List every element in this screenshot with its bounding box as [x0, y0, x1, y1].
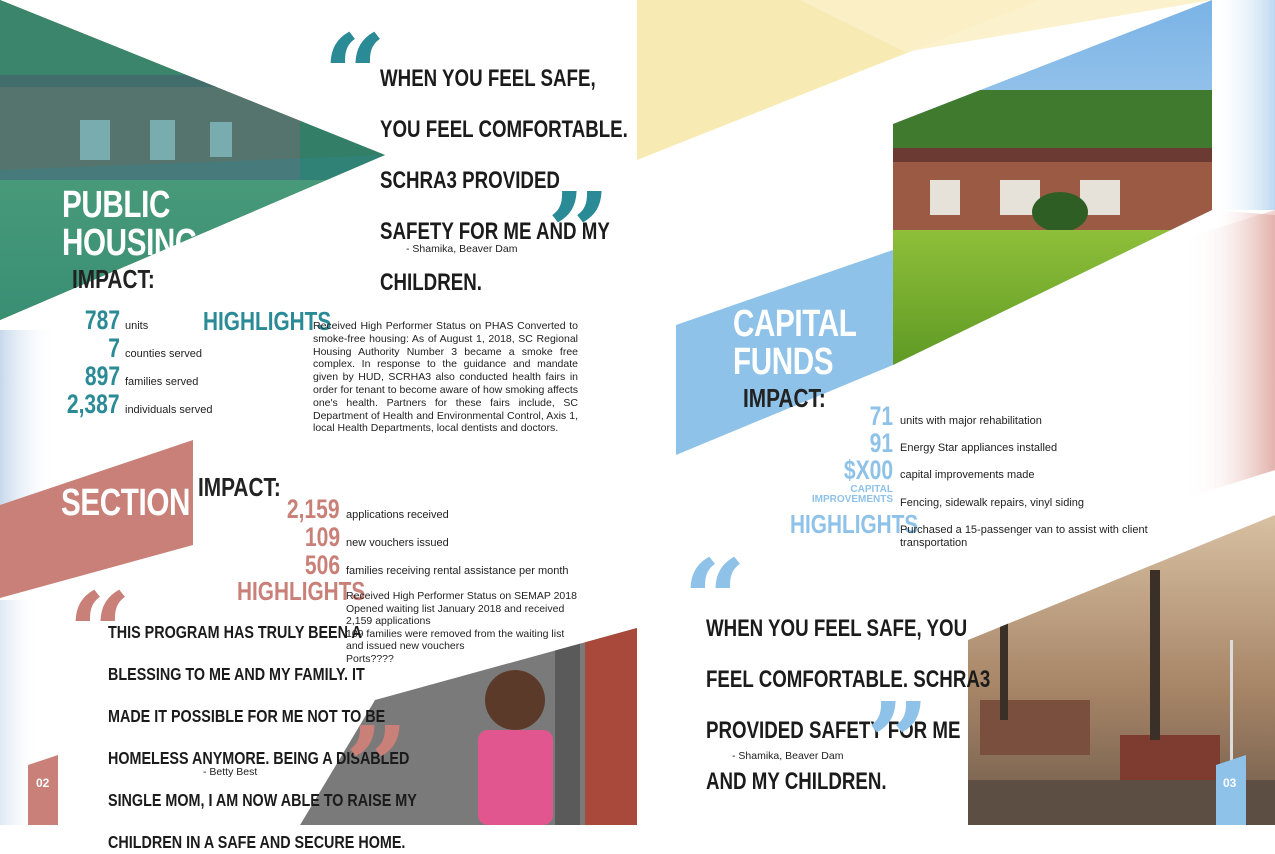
capital-improvements-text: Fencing, sidewalk repairs, vinyl siding [900, 497, 1085, 509]
stat-label: individuals served [125, 404, 213, 416]
highlight-line: Ports???? [346, 652, 394, 665]
page-number-left: 02 [36, 776, 50, 790]
public-housing-heading-line2: HOUSING [62, 222, 198, 264]
capital-funds-highlights-text: Purchased a 15-passenger van to assist with client transportation [900, 524, 1148, 549]
capital-improvements-label [810, 485, 893, 505]
quote-line: SCHRA3 PROVIDED [380, 167, 560, 194]
stat-label: families receiving rental assistance per month [346, 565, 569, 577]
quote-attribution: - Shamika, Beaver Dam [406, 243, 518, 255]
open-quote-icon: “ [323, 10, 387, 139]
highlight-line: 2,159 applications [346, 615, 431, 628]
capital-funds-heading [733, 305, 891, 381]
capital-funds-heading-line1: CAPITAL [733, 303, 857, 345]
capital-improvements-label-line1: CAPITAL [850, 484, 893, 495]
public-housing-heading [62, 186, 236, 262]
quote-line: BLESSING TO ME AND MY FAMILY. IT [108, 664, 365, 684]
public-housing-highlights-label: HIGHLIGHTS [203, 306, 332, 336]
stat-value: $X00 [843, 455, 893, 485]
highlight-line: Received High Performer Status on SEMAP 2018 [346, 590, 577, 602]
stat-label: units with major rehabilitation [900, 415, 1042, 427]
stat-label: new vouchers issued [346, 537, 449, 549]
open-quote-icon: “ [68, 568, 132, 697]
stat-value: 91 [869, 428, 893, 458]
close-quote-icon: ” [345, 702, 409, 831]
quote-line: WHEN YOU FEEL SAFE, [380, 65, 596, 92]
page-number-right: 03 [1223, 776, 1237, 790]
capital-funds-highlights-label: HIGHLIGHTS [790, 509, 919, 539]
stat-value: 897 [84, 361, 120, 391]
stat-value: 71 [869, 401, 893, 431]
quote-line: CHILDREN. [380, 269, 482, 296]
open-quote-icon: “ [683, 535, 747, 664]
public-housing-impact-label: IMPACT: [72, 264, 155, 294]
quote-line: SINGLE MOM, I AM NOW ABLE TO RAISE MY [108, 790, 417, 810]
quote-line: MADE IT POSSIBLE FOR ME NOT TO BE [108, 706, 386, 726]
stat-value: 506 [304, 550, 340, 580]
quote-attribution: - Shamika, Beaver Dam [732, 750, 844, 762]
public-housing-highlights-text: Received High Performer Status on PHAS Converted to smoke-free housing: As of August 1, 2018, SC Regional Housing Authority Number 3 became a smoke free complex. In response to the guidance and mandate given by HUD, SCRHA3 also conducted health fairs in order for tenant to become aware of how smoking affects one's health. Partners for these fairs include, SC Department of Health and Environmental Control, Axis 1, local Health Departments, local dentists and doctors. [313, 320, 578, 435]
capital-funds-impact-label: IMPACT: [743, 383, 826, 413]
stat-value: 7 [108, 333, 120, 363]
public-housing-quote [380, 62, 698, 299]
stat-row [780, 429, 1200, 456]
section8-quote [108, 620, 485, 854]
stat-row [40, 334, 240, 362]
stat-row [240, 495, 620, 523]
highlight-line: and issued new vouchers [346, 640, 465, 653]
stat-row [240, 523, 620, 551]
highlight-line: 109 families were removed from the waiting list [346, 627, 565, 640]
close-quote-icon: ” [547, 168, 611, 297]
stat-label: families served [125, 376, 199, 388]
stat-row [780, 456, 1200, 483]
quote-line: YOU FEEL COMFORTABLE. [380, 116, 628, 143]
stat-row [780, 402, 1200, 429]
quote-line: FEEL COMFORTABLE. SCHRA3 [706, 666, 991, 693]
stat-row [240, 551, 620, 579]
quote-line: WHEN YOU FEEL SAFE, YOU [706, 615, 968, 642]
section8-stats [240, 495, 620, 579]
quote-line: CHILDREN IN A SAFE AND SECURE HOME. [108, 832, 406, 852]
stat-value: 109 [304, 522, 340, 552]
section8-heading: SECTION 8 [61, 482, 214, 524]
stat-label: counties served [125, 348, 203, 360]
highlight-line: Opened waiting list January 2018 and received [346, 602, 565, 615]
stat-value: 787 [84, 305, 120, 335]
quote-line: THIS PROGRAM HAS TRULY BEEN A [108, 622, 362, 642]
stat-label: units [125, 320, 149, 332]
capital-improvements-label-line2: IMPROVEMENTS [811, 494, 893, 505]
capital-funds-heading-line2: FUNDS [733, 341, 834, 383]
quote-line: AND MY CHILDREN. [706, 768, 887, 795]
quote-line: PROVIDED SAFETY FOR ME [706, 717, 961, 744]
stat-row [40, 362, 240, 390]
stat-row [40, 390, 240, 418]
stat-label: Energy Star appliances installed [900, 442, 1058, 454]
stat-label: capital improvements made [900, 469, 1035, 481]
stat-value: 2,159 [287, 494, 340, 524]
quote-attribution: - Betty Best [203, 766, 258, 778]
capital-funds-stats [780, 402, 1200, 483]
section8-impact-label: IMPACT: [198, 472, 281, 502]
quote-line: SAFETY FOR ME AND MY [380, 218, 610, 245]
public-housing-heading-line1: PUBLIC [62, 184, 170, 226]
close-quote-icon: ” [866, 678, 930, 807]
section8-highlights-label: HIGHLIGHTS [237, 576, 366, 606]
quote-line: HOMELESS ANYMORE. BEING A DISABLED [108, 748, 410, 768]
stat-value: 2,387 [67, 389, 120, 419]
stat-label: applications received [346, 509, 449, 521]
